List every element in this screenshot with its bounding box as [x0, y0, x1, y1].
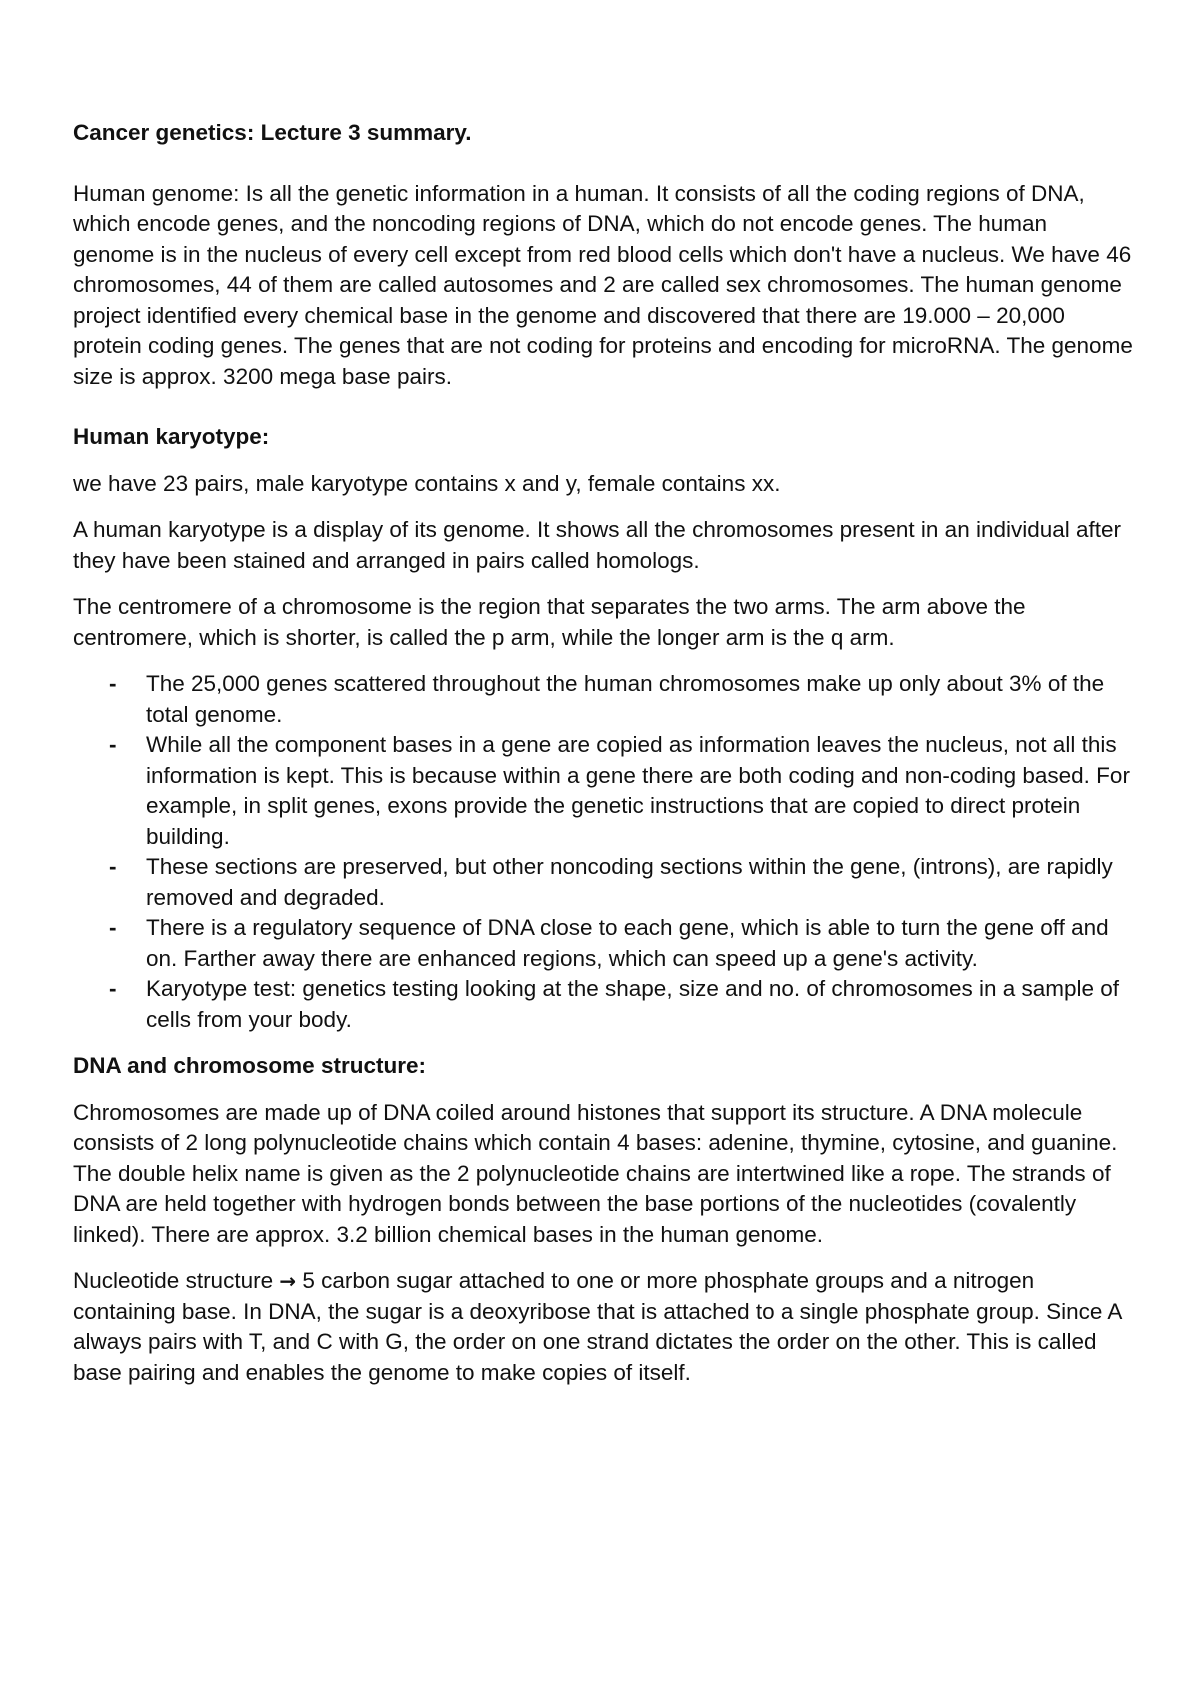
- list-item-text: There is a regulatory sequence of DNA close to each gene, which is able to turn the gene off and on. Farther away there are enhanced regions, which can speed up a gene's activity.: [146, 915, 1109, 971]
- document-body: [73, 118, 1133, 1388]
- list-item: [73, 669, 1133, 730]
- list-item: [73, 852, 1133, 913]
- karyotype-paragraph: A human karyotype is a display of its genome. It shows all the chromosomes present in an individual after they have been stained and arranged in pairs called homologs.: [73, 517, 1122, 573]
- list-item-text: Karyotype test: genetics testing looking at the shape, size and no. of chromosomes in a sample of cells from your body.: [146, 976, 1120, 1032]
- centromere-paragraph: The centromere of a chromosome is the region that separates the two arms. The arm above the centromere, which is shorter, is called the p arm, while the longer arm is the q arm.: [73, 594, 1026, 650]
- karyotype-heading: Human karyotype:: [73, 424, 270, 449]
- bullet-marker: -: [109, 671, 117, 696]
- list-item: [73, 974, 1133, 1035]
- nucleotide-structure-paragraph: [73, 1266, 1133, 1388]
- document-title: Cancer genetics: Lecture 3 summary.: [73, 120, 472, 145]
- bullet-marker: -: [109, 976, 117, 1001]
- list-item: [73, 913, 1133, 974]
- karyotype-bullet-list: [73, 669, 1133, 1035]
- nucleotide-rest-text: 5 carbon sugar attached to one or more phosphate groups and a nitrogen containing base. In DNA, the sugar is a deoxyribose that is attached to a single phosphate group. Since A always pairs with T, and C with G, the order on one strand dictates the order on the other. This is called base pairing and enables the genome to make copies of itself.: [73, 1268, 1122, 1385]
- dna-structure-paragraph: Chromosomes are made up of DNA coiled around histones that support its structure. A DNA molecule consists of 2 long polynucleotide chains which contain 4 bases: adenine, thymine, cytosine, and guanine. The double helix name is given as the 2 polynucleotide chains are intertwined like a rope. The strands of DNA are held together with hydrogen bonds between the base portions of the nucleotides (covalently linked). There are approx. 3.2 billion chemical bases in the human genome.: [73, 1099, 1118, 1247]
- list-item-text: These sections are preserved, but other noncoding sections within the gene, (introns), are rapidly removed and degraded.: [146, 854, 1113, 910]
- list-item-text: The 25,000 genes scattered throughout the human chromosomes make up only about 3% of the total genome.: [146, 671, 1105, 727]
- arrow-right-icon: →: [279, 1269, 297, 1293]
- bullet-marker: -: [109, 732, 117, 757]
- dna-structure-heading: DNA and chromosome structure:: [73, 1053, 426, 1078]
- bullet-marker: -: [109, 915, 117, 940]
- list-item-text: While all the component bases in a gene are copied as information leaves the nucleus, not all this information is kept. This is because within a gene there are both coding and non-coding based. For example, in split genes, exons provide the genetic instructions that are copied to direct protein building.: [146, 732, 1130, 849]
- list-item: [73, 730, 1133, 852]
- bullet-marker: -: [109, 854, 117, 879]
- human-genome-paragraph: Human genome: Is all the genetic information in a human. It consists of all the coding regions of DNA, which encode genes, and the noncoding regions of DNA, which do not encode genes. The human genome is in the nucleus of every cell except from red blood cells which don't have a nucleus. We have 46 chromosomes, 44 of them are called autosomes and 2 are called sex chromosomes. The human genome project identified every chemical base in the genome and discovered that there are 19.000 – 20,000 protein coding genes. The genes that are not coding for proteins and encoding for microRNA. The genome size is approx. 3200 mega base pairs.: [73, 180, 1133, 389]
- karyotype-paragraph: we have 23 pairs, male karyotype contains x and y, female contains xx.: [73, 470, 781, 496]
- nucleotide-lead-text: Nucleotide structure: [73, 1268, 274, 1293]
